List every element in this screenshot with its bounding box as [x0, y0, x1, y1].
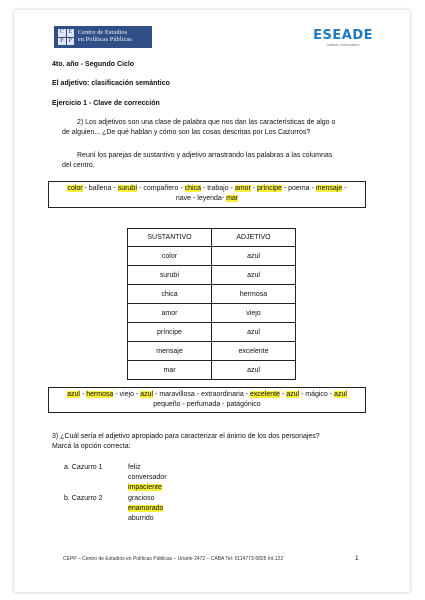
table-row — [128, 304, 296, 323]
instruction-line-1: Reuní los parejas de sustantivo y adjetivo arrastrando las palabras a las columnas — [77, 152, 333, 159]
page-number: 1 — [355, 555, 359, 562]
highlighted-word[interactable]: chica — [184, 185, 201, 192]
bank-word: - maravillosa - extraordinaria - — [153, 391, 250, 398]
option-choice[interactable]: conversador — [128, 474, 167, 481]
eseade-logo-word: ESEADE — [313, 28, 373, 43]
cepp-logo-text — [78, 30, 132, 44]
bank-word: - — [279, 391, 287, 398]
bank-word: - compañero - — [137, 185, 185, 192]
table-row — [128, 361, 296, 380]
highlighted-word[interactable]: hermosa — [86, 391, 114, 398]
highlighted-word[interactable]: azul — [140, 391, 154, 398]
adjective-cell[interactable]: excelente — [212, 342, 296, 361]
bank-word: pequeño - perfumada - patagónico — [153, 401, 261, 408]
highlighted-word[interactable]: azul — [67, 391, 80, 398]
highlighted-word[interactable]: príncipe — [257, 185, 282, 192]
noun-adjective-table — [127, 228, 296, 380]
bank-word: - ballena - — [82, 185, 118, 192]
table-row — [128, 247, 296, 266]
cepp-logo — [54, 26, 152, 48]
option-choice[interactable]: feliz — [128, 464, 141, 471]
bank-word: nave - leyenda- — [175, 195, 227, 202]
highlighted-word[interactable]: azul — [334, 391, 347, 398]
noun-cell[interactable]: surubí — [128, 266, 212, 285]
question-2-line-1: 2) Los adjetivos son una clase de palabra que nos dan las características de algo o — [77, 119, 336, 126]
question-3-line-1: 3) ¿Cuál sería el adjetivo apropiado para caracterizar el ánimo de los dos personajes? — [52, 433, 320, 440]
table-row — [128, 266, 296, 285]
highlighted-word[interactable]: excelente — [249, 391, 280, 398]
option-a-choices — [128, 463, 167, 493]
table-row — [128, 342, 296, 361]
column-header-adjective: ADJETIVO — [212, 229, 296, 247]
bank-word: - mágico - — [299, 391, 335, 398]
adjective-cell[interactable]: azul — [212, 266, 296, 285]
noun-cell[interactable]: amor — [128, 304, 212, 323]
question-3-line-2: Marcá la opción correcta: — [52, 443, 131, 450]
cepp-logo-letter: P — [58, 38, 66, 46]
adjective-cell[interactable]: azul — [212, 361, 296, 380]
cepp-logo-letter: E — [68, 29, 73, 35]
selected-option[interactable]: enamorado — [128, 505, 164, 512]
adjective-cell[interactable]: azul — [212, 323, 296, 342]
highlighted-word[interactable]: mensaje — [315, 185, 343, 192]
adjective-cell[interactable]: viejo — [212, 304, 296, 323]
adjective-cell[interactable]: azul — [212, 247, 296, 266]
noun-cell[interactable]: príncipe — [128, 323, 212, 342]
cepp-logo-line-1: Centro de Estudios — [78, 30, 128, 36]
cepp-logo-line-2: en Políticas Públicas — [78, 37, 132, 43]
table-row — [128, 285, 296, 304]
bank-word: - viejo - — [113, 391, 141, 398]
highlighted-word[interactable]: amor — [234, 185, 251, 192]
course-heading: 4to. año - Segundo Ciclo — [52, 61, 135, 68]
bank-word: - poema - — [281, 185, 316, 192]
cepp-logo-letter: C — [59, 29, 64, 35]
table-row — [128, 323, 296, 342]
option-b-label: b. Cazurro 2 — [64, 495, 103, 502]
option-a-label: a. Cazurro 1 — [64, 464, 103, 471]
highlighted-word[interactable]: mar — [226, 195, 239, 202]
noun-cell[interactable]: chica — [128, 285, 212, 304]
selected-option[interactable]: impaciente — [128, 484, 162, 491]
option-choice[interactable]: aburrido — [128, 515, 154, 522]
bank-word: - — [250, 185, 258, 192]
bank-word: - — [342, 185, 347, 192]
noun-cell[interactable]: color — [128, 247, 212, 266]
eseade-logo — [313, 28, 373, 47]
noun-cell[interactable]: mensaje — [128, 342, 212, 361]
topic-heading: El adjetivo: clasificación semántico — [52, 80, 170, 87]
exercise-heading: Ejercicio 1 - Clave de corrección — [52, 100, 160, 107]
adjectives-word-bank[interactable] — [48, 387, 366, 413]
highlighted-word[interactable]: azul — [286, 391, 300, 398]
highlighted-word[interactable]: color — [67, 185, 83, 192]
nouns-word-bank[interactable] — [48, 181, 366, 208]
eseade-logo-subtitle: Instituto Universitario — [326, 43, 360, 47]
cepp-logo-letter: P — [67, 38, 75, 46]
bank-word: - trabajo - — [200, 185, 235, 192]
highlighted-word[interactable]: surubí — [117, 185, 138, 192]
instruction-line-2: del centro. — [62, 162, 95, 169]
column-header-noun: SUSTANTIVO — [128, 229, 212, 247]
noun-cell[interactable]: mar — [128, 361, 212, 380]
bank-word: - — [79, 391, 87, 398]
option-choice[interactable]: gracioso — [128, 495, 155, 502]
footer-text: CEPP – Centro de Estudios en Políticas Públicas – Uriarte 2472 – CABA Tel: 0114773-5825 Int.122 — [63, 556, 284, 562]
option-b-choices — [128, 494, 163, 524]
cepp-logo-mark — [58, 29, 74, 45]
adjective-cell[interactable]: hermosa — [212, 285, 296, 304]
question-2-line-2: de alguien... ¿De qué hablan y cómo son las cosas descritas por Los Cazurros? — [62, 129, 311, 136]
